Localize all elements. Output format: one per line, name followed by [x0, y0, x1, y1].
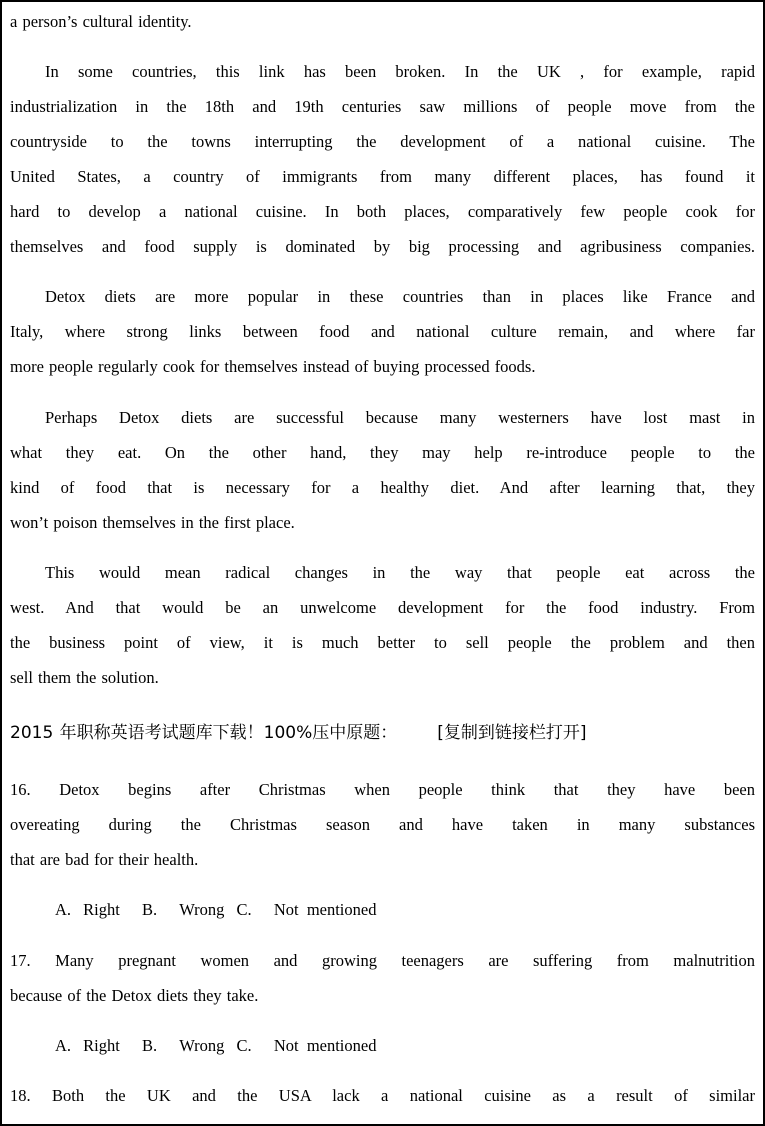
question-17-options — [55, 1028, 376, 1063]
text-line: themselves and food supply is dominated by big processing and agribusiness companies. — [10, 237, 755, 256]
text-line: Italy, where strong links between food and national culture remain, and where far — [10, 322, 755, 341]
option-c-letter[interactable]: C. — [236, 900, 252, 919]
text-line: This would mean radical changes in the way that people eat across the — [45, 563, 755, 582]
text-line: west. And that would be an unwelcome development for the food industry. From — [10, 598, 755, 617]
question-16-options — [55, 892, 376, 927]
paragraph-detox-popular — [10, 279, 755, 384]
download-notice — [10, 716, 755, 751]
text-line: what they eat. On the other hand, they may help re-introduce people to the — [10, 443, 755, 462]
notice-text: 2015 年职称英语考试题库下载！100%压中原题： — [10, 723, 398, 743]
text-line: United States, a country of immigrants from many different places, has found it — [10, 167, 755, 186]
opening-fragment — [10, 4, 755, 39]
paragraph-radical — [10, 555, 755, 695]
option-c-text[interactable]: Not mentioned — [273, 900, 377, 919]
copy-link-text[interactable]: [复制到链接栏打开] — [437, 723, 587, 743]
question-18 — [10, 1078, 755, 1113]
option-a-letter[interactable]: A. — [55, 1036, 72, 1055]
question-line: because of the Detox diets they take. — [10, 986, 259, 1005]
option-a-letter[interactable]: A. — [55, 900, 72, 919]
text-line: hard to develop a national cuisine. In both places, comparatively few people cook for — [10, 202, 755, 221]
question-line: that are bad for their health. — [10, 850, 199, 869]
option-b-text[interactable]: Wrong — [179, 900, 225, 919]
question-line: 17. Many pregnant women and growing teenagers are suffering from malnutrition — [10, 951, 755, 970]
text-line: kind of food that is necessary for a healthy diet. And after learning that, they — [10, 478, 755, 497]
option-b-text[interactable]: Wrong — [179, 1036, 225, 1055]
question-line: overeating during the Christmas season and have taken in many substances — [10, 815, 755, 834]
option-b-letter[interactable]: B. — [141, 1036, 158, 1055]
option-c-letter[interactable]: C. — [236, 1036, 252, 1055]
text-line: In some countries, this link has been broken. In the UK , for example, rapid — [45, 62, 755, 81]
question-16 — [10, 772, 755, 877]
text-line: more people regularly cook for themselves instead of buying processed foods. — [10, 357, 536, 376]
text-line: industrialization in the 18th and 19th centuries saw millions of people move from the — [10, 97, 755, 116]
text-line: Detox diets are more popular in these countries than in places like France and — [45, 287, 755, 306]
question-line: 18. Both the UK and the USA lack a national cuisine as a result of similar — [10, 1086, 755, 1105]
question-17 — [10, 943, 755, 1013]
notice-line — [10, 716, 755, 751]
paragraph-uk-us — [10, 54, 755, 264]
text-line: a person’s cultural identity. — [10, 12, 192, 31]
text-line: won’t poison themselves in the first place. — [10, 513, 295, 532]
option-b-letter[interactable]: B. — [141, 900, 158, 919]
text-line: Perhaps Detox diets are successful because many westerners have lost mast in — [45, 408, 755, 427]
text-line: countryside to the towns interrupting the development of a national cuisine. The — [10, 132, 755, 151]
paragraph-perhaps — [10, 400, 755, 540]
option-c-text[interactable]: Not mentioned — [273, 1036, 377, 1055]
option-a-text[interactable]: Right — [83, 1036, 120, 1055]
text-line: the business point of view, it is much better to sell people the problem and then — [10, 633, 755, 652]
text-line: sell them the solution. — [10, 668, 159, 687]
question-line: 16. Detox begins after Christmas when people think that they have been — [10, 780, 755, 799]
option-a-text[interactable]: Right — [83, 900, 120, 919]
